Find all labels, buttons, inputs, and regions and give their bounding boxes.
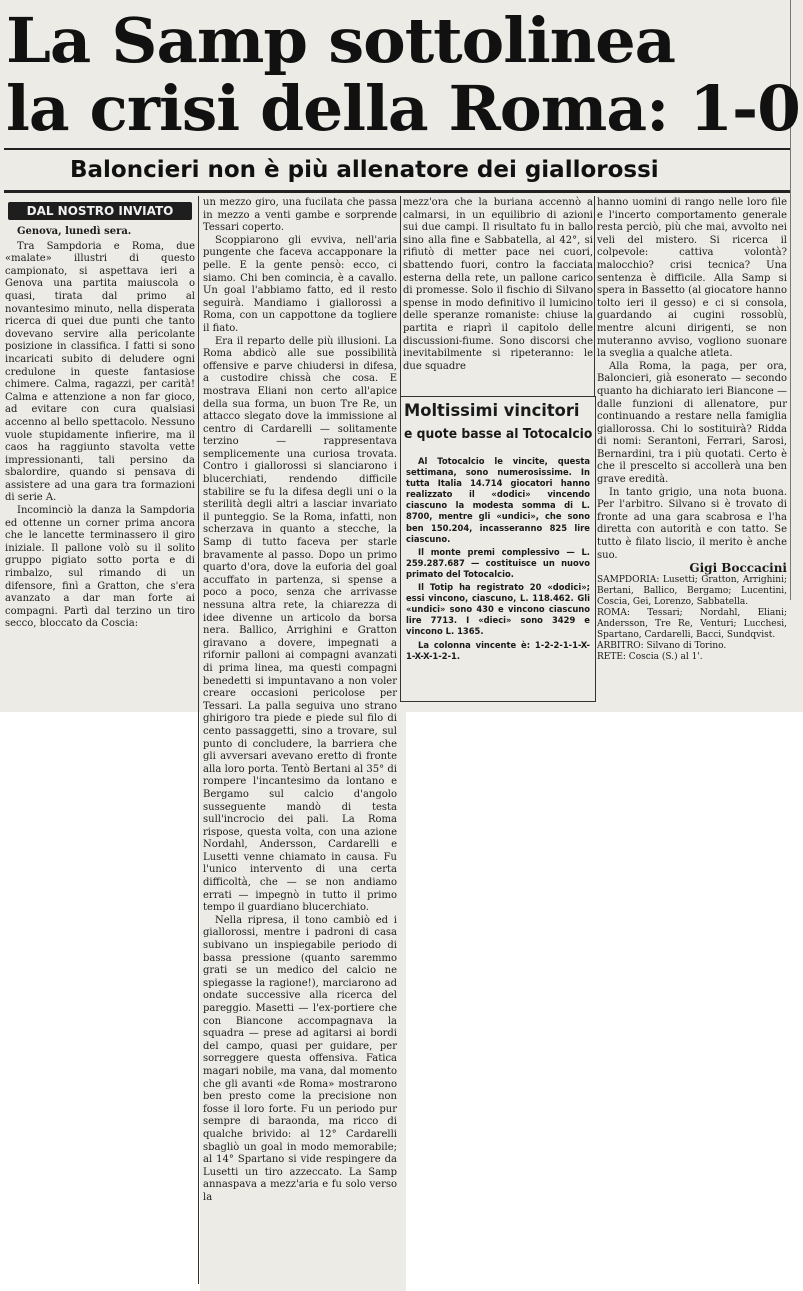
- article-paragraph: Scoppiarono gli evviva, nell'aria pungente che faceva accapponare la pelle. E la gente pensò: ecco, ci siamo. Chi ben comincia, è a cavallo. Un goal l'abbiamo fatto, ed il resto seguirà. Mandiamo i giallorossi a Roma, con un cappottone da togliere il fiato.: [203, 234, 397, 334]
- lineup-line: ROMA: Tessari; Nordahl, Eliani; Andersson, Tre Re, Venturi; Lucchesi, Spartano, Cardarelli, Bacci, Sundqvist.: [597, 607, 787, 640]
- article-column-3: [403, 197, 593, 373]
- totocalcio-subtitle: e quote basse al Totocalcio: [404, 427, 593, 442]
- article-paragraph: Tra Sampdoria e Roma, due «malate» illustri di questo campionato, si aspettava ieri a Genova una partita maiuscola o quasi, tirata dal primo al novantesimo minuto, nella disperata ricerca di quei due punti che tanto dovevano servire alla pericolante posizione in classifica. I fatti si sono incaricati subito di deludere ogni credulone in queste fantasiose chimere. Calma, ragazzi, per carità! Calma e attenzione a non far gioco, ad evitare con cura qualsiasi accenno al bello spettacolo. Nessuno vuole stupidamente infierire, ma il caos ha raggiunto stavolta vette impressionanti, tali persino da sbalordire, quando si pensava di assistere ad una gara tra formazioni di serie A.: [5, 240, 195, 504]
- article-paragraph: In tanto grigio, una nota buona. Per l'arbitro. Silvano si è trovato di fronte ad una gara scabrosa e l'ha diretta con autorità e con tatto. Se tutto è filato liscio, il merito è anche suo.: [597, 486, 787, 561]
- subheadline: Baloncieri non è più allenatore dei giallorossi: [70, 157, 659, 183]
- totocalcio-paragraph: Al Totocalcio le vincite, questa settimana, sono numerosissime. In tutta Italia 14.714 giocatori hanno realizzato il «dodici» vincendo ciascuno la modesta somma di L. 8700, mentre gli «undici», che sono ben 150.204, incasseranno 825 lire ciascuno.: [406, 456, 590, 544]
- headline-line-1: La Samp sottolinea: [6, 4, 676, 77]
- article-paragraph: un mezzo giro, una fucilata che passa in mezzo a venti gambe e sorprende Tessari coperto.: [203, 197, 397, 234]
- column-divider-2: [400, 196, 401, 396]
- headline-rule: [4, 148, 790, 150]
- article-paragraph: Era il reparto delle più illusioni. La Roma abdicò alle sue possibilità offensive e parve chiudersi in difesa, a custodire chissà che cosa. E mostrava Eliani non certo all'apice della sua forma, un buon Tre Re, un attacco slegato dove la immissione al centro di Cardarelli — solitamente terzino — rappresentava semplicemente una curiosa trovata. Contro i giallorossi si slanciarono i blucerchiati, rendendo difficile stabilire se fu la difesa degli uni o la sterilità degli altri a lasciar invariato il punteggio. Se la Roma, infatti, non scherzava in quanto a stecche, la Samp di tutto faceva per starle bravamente al passo. Dopo un primo quarto d'ora, dove la euforia del goal accuffato in partenza, si spense a poco a poco, senza che arrivasse nessuna altra rete, la chiarezza di idee divenne un articolo da borsa nera. Ballico, Arrighini e Gratton giravano a dovere, impegnati a rifornir palloni ai compagni avanzati di prima linea, ma questi compagni benedetti si impuntavano a non voler creare occasioni pericolose per Tessari. La palla seguiva uno strano ghirigoro tra piede e piede sul filo di cento passaggetti, sino a trovare, sul punto di concludere, la barriera che gli avversari avevano eretto di fronte alla loro porta. Tentò Bertani al 35° di rompere l'incantesimo da lontano e Bergamo sul calcio d'angolo susseguente mandò di testa sull'incrocio dei pali. La Roma rispose, questa volta, con una azione Nordahl, Andersson, Cardarelli e Lusetti venne chiamato in causa. Fu l'unico intervento di una certa difficoltà, che — se non andiamo errati — impegnò in tutto il primo tempo il guardiano blucerchiato.: [203, 335, 397, 914]
- article-paragraph: Alla Roma, la paga, per ora, Baloncieri, già esonerato — secondo quanto ha dichiarato ieri Biancone — dalle funzioni di allenatore, pur continuando a restare nella famiglia giallorossa. Chi lo sostituirà? Ridda di nomi: Serantoni, Ferrari, Sarosi, Bernardini, tra i più quotati. Certo è che il prescelto si accollerà una ben grave eredità.: [597, 360, 787, 486]
- article-paragraph: Nella ripresa, il tono cambiò ed i giallorossi, mentre i padroni di casa subivano un inspiegabile periodo di bassa pressione (quanto saremmo grati se un medico del calcio ne spiegasse la ragione!), marciarono ad ondate successive alla ricerca del pareggio. Masetti — l'ex-portiere che con Biancone accompagnava la squadra — prese ad agitarsi ai bordi del campo, quasi per guidare, per sorreggere questa offensiva. Fatica magari nobile, ma vana, dal momento che gli avanti «de Roma» mostrarono ben presto come la precisione non fosse il loro forte. Fu un periodo pur sempre di baraonda, ma ricco di qualche brivido: al 12° Cardarelli sbagliò un goal in modo memorabile; al 14° Spartano si vide respingere da Lusetti un tiro azzeccato. La Samp annaspava a mezz'aria e fu solo verso la: [203, 914, 397, 1203]
- article-column-4: [597, 197, 787, 663]
- article-paragraph: Incominciò la danza la Sampdoria ed ottenne un corner prima ancora che le lancette terminassero il giro iniziale. Il pallone volò su il solito gruppo pigiato sotto porta e di rimbalzo, sul rimando di un difensore, finì a Gratton, che s'era avanzato a dar man forte ai compagni. Partì dal terzino un tiro secco, bloccato da Coscia:: [5, 505, 195, 630]
- totocalcio-paragraph: Il Totip ha registrato 20 «dodici»; essi vincono, ciascuno, L. 118.462. Gli «undici» sono 430 e vincono ciascuno lire 7713. I «dieci» sono 3429 e vincono L. 1365.: [406, 582, 590, 637]
- article-column-1: [5, 224, 195, 631]
- lineup-line: RETE: Coscia (S.) al 1'.: [597, 651, 703, 662]
- totocalcio-title: Moltissimi vincitori: [404, 401, 580, 421]
- subheadline-rule: [4, 190, 790, 193]
- totocalcio-paragraph: La colonna vincente è: 1-2-2-1-1-X-1-X-X-1-2-1.: [406, 639, 590, 661]
- lineup-line: ARBITRO: Silvano di Torino.: [597, 640, 727, 651]
- byline-badge: DAL NOSTRO INVIATO: [8, 202, 192, 220]
- dateline: Genova, lunedì sera.: [17, 226, 132, 237]
- totocalcio-body: [406, 456, 590, 664]
- article-paragraph: mezz'ora che la buriana accennò a calmarsi, in un equilibrio di azioni sui due campi. Il risultato fu in ballo sino alla fine e Sabbatella, al 42°, si rifiutò di metter pace nei cuori, sbattendo fuori, contro la facciata esterna della rete, un pallone carico di promesse. Solo il fischio di Silvano spense in modo definitivo il lumicino delle speranze romaniste: chiuse la partita e riaprì il capitolo delle discussioni-fiume. Sono discorsi che inevitabilmente si ripeteranno: le due squadre: [403, 197, 593, 372]
- author-signature: Gigi Boccacini: [689, 561, 787, 576]
- lineup-line: SAMPDORIA: Lusetti; Gratton, Arrighini; Bertani, Ballico, Bergamo; Lucentini, Coscia, Gei, Lorenzo, Sabbatella.: [597, 574, 787, 607]
- totocalcio-paragraph: Il monte premi complessivo — L. 259.287.687 — costituisce un nuovo primato del Totocalcio.: [406, 546, 590, 579]
- column-divider-3: [594, 196, 595, 396]
- column-divider-1: [198, 196, 199, 1284]
- team-lineups: [597, 575, 787, 663]
- article-column-2: [203, 197, 397, 1205]
- article-paragraph: hanno uomini di rango nelle loro file e l'incerto comportamento generale resta perciò, più che mai, avvolto nei veli del mistero. Si ricerca il colpevole: cattiva volontà? malocchio? crisi tecnica? Una sentenza è difficile. Alla Samp si spera in Bassetto (al giocatore hanno tolto ieri il gesso) e ci si consola, guardando ai cugini rossoblù, mentre alcuni dirigenti, se non muteranno avviso, vogliono suonare la sveglia a qualche atleta.: [597, 197, 787, 360]
- headline-line-2: la crisi della Roma: 1-0: [6, 72, 800, 145]
